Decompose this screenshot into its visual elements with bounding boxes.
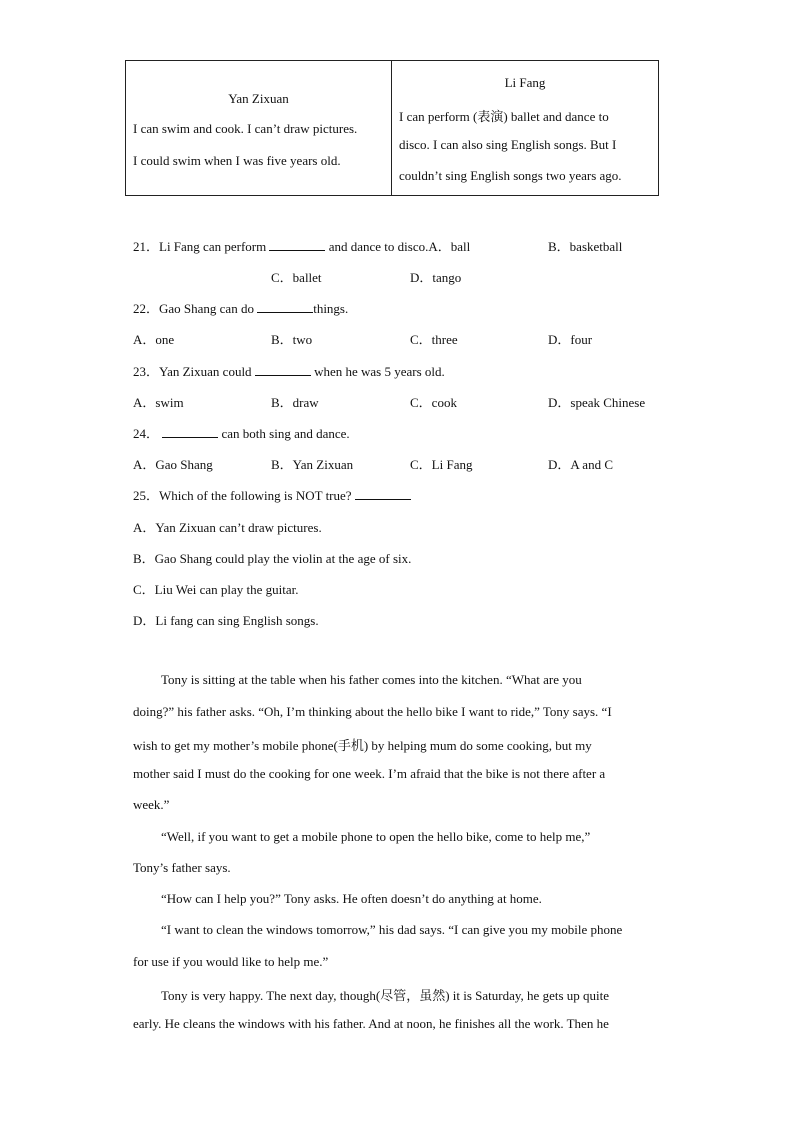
option-b[interactable]: B．Gao Shang could play the violin at the age of six. [133,551,412,566]
option-a[interactable]: A．one [133,332,175,347]
passage-line: “Well, if you want to get a mobile phone to open the hello bike, come to help me,” [161,829,591,844]
question-stem-after: things. [313,301,349,316]
option-a[interactable]: A．ball [428,239,471,254]
cell-name: Li Fang [504,75,546,90]
option-d[interactable]: D．A and C [548,457,614,472]
table-cell-left [126,61,391,195]
option-a[interactable]: A．Yan Zixuan can’t draw pictures. [133,520,322,535]
passage-line: early. He cleans the windows with his father. And at noon, he finishes all the work. Then he [133,1016,609,1031]
cell-line: couldn’t sing English songs two years ago. [399,168,622,183]
question-stem: 24． [133,426,160,441]
passage-line: mother said I must do the cooking for one week. I’m afraid that the bike is not there after a [133,766,606,781]
cell-line: I could swim when I was five years old. [133,153,341,168]
passage-line: wish to get my mother’s mobile phone(手机) by helping mum do some cooking, but my [133,738,592,753]
option-d[interactable]: D．four [548,332,593,347]
passage-line: Tony’s father says. [133,860,231,875]
answer-blank[interactable] [255,364,311,376]
option-a[interactable]: A．swim [133,395,184,410]
passage-line: “I want to clean the windows tomorrow,” his dad says. “I can give you my mobile phone [161,922,623,937]
option-b[interactable]: B．draw [271,395,319,410]
option-a[interactable]: A．Gao Shang [133,457,213,472]
cell-line: disco. I can also sing English songs. But I [399,137,617,152]
answer-blank[interactable] [162,426,218,438]
passage-line: doing?” his father asks. “Oh, I’m thinking about the hello bike I want to ride,” Tony says. “I [133,704,612,719]
passage-line: week.” [133,797,170,812]
question-stem: 21．Li Fang can perform [133,239,267,254]
question-25 [133,485,411,504]
question-stem-after: and dance to disco. [328,239,429,254]
passage-line: “How can I help you?” Tony asks. He often doesn’t do anything at home. [161,891,542,906]
option-c[interactable]: C．Liu Wei can play the guitar. [133,582,299,597]
question-23 [133,361,445,380]
cell-name: Yan Zixuan [228,91,289,106]
option-c[interactable]: C．Li Fang [410,457,473,472]
option-c[interactable]: C．ballet [271,270,322,285]
answer-blank[interactable] [355,488,411,500]
option-d[interactable]: D．speak Chinese [548,395,646,410]
question-24 [133,423,350,442]
question-22 [133,298,348,317]
option-d[interactable]: D．Li fang can sing English songs. [133,613,319,628]
question-stem: 22．Gao Shang can do [133,301,254,316]
passage-line: for use if you would like to help me.” [133,954,329,969]
option-b[interactable]: B．two [271,332,313,347]
question-stem-after: when he was 5 years old. [314,364,445,379]
answer-blank[interactable] [257,301,313,313]
question-21 [133,236,470,255]
info-table [125,60,659,196]
cell-line: I can swim and cook. I can’t draw pictures. [133,121,358,136]
cell-line: I can perform (表演) ballet and dance to [399,109,609,124]
option-d[interactable]: D．tango [410,270,462,285]
passage-line: Tony is sitting at the table when his father comes into the kitchen. “What are you [161,672,582,687]
option-b[interactable]: B．Yan Zixuan [271,457,354,472]
option-c[interactable]: C．cook [410,395,457,410]
answer-blank[interactable] [269,239,325,251]
option-c[interactable]: C．three [410,332,458,347]
question-stem-after: can both sing and dance. [221,426,350,441]
question-stem: 25．Which of the following is NOT true? [133,488,352,503]
table-cell-right [392,61,658,195]
option-b[interactable]: B．basketball [548,239,623,254]
passage-line: Tony is very happy. The next day, though(尽管，虽然) it is Saturday, he gets up quite [161,988,609,1003]
question-stem: 23．Yan Zixuan could [133,364,252,379]
